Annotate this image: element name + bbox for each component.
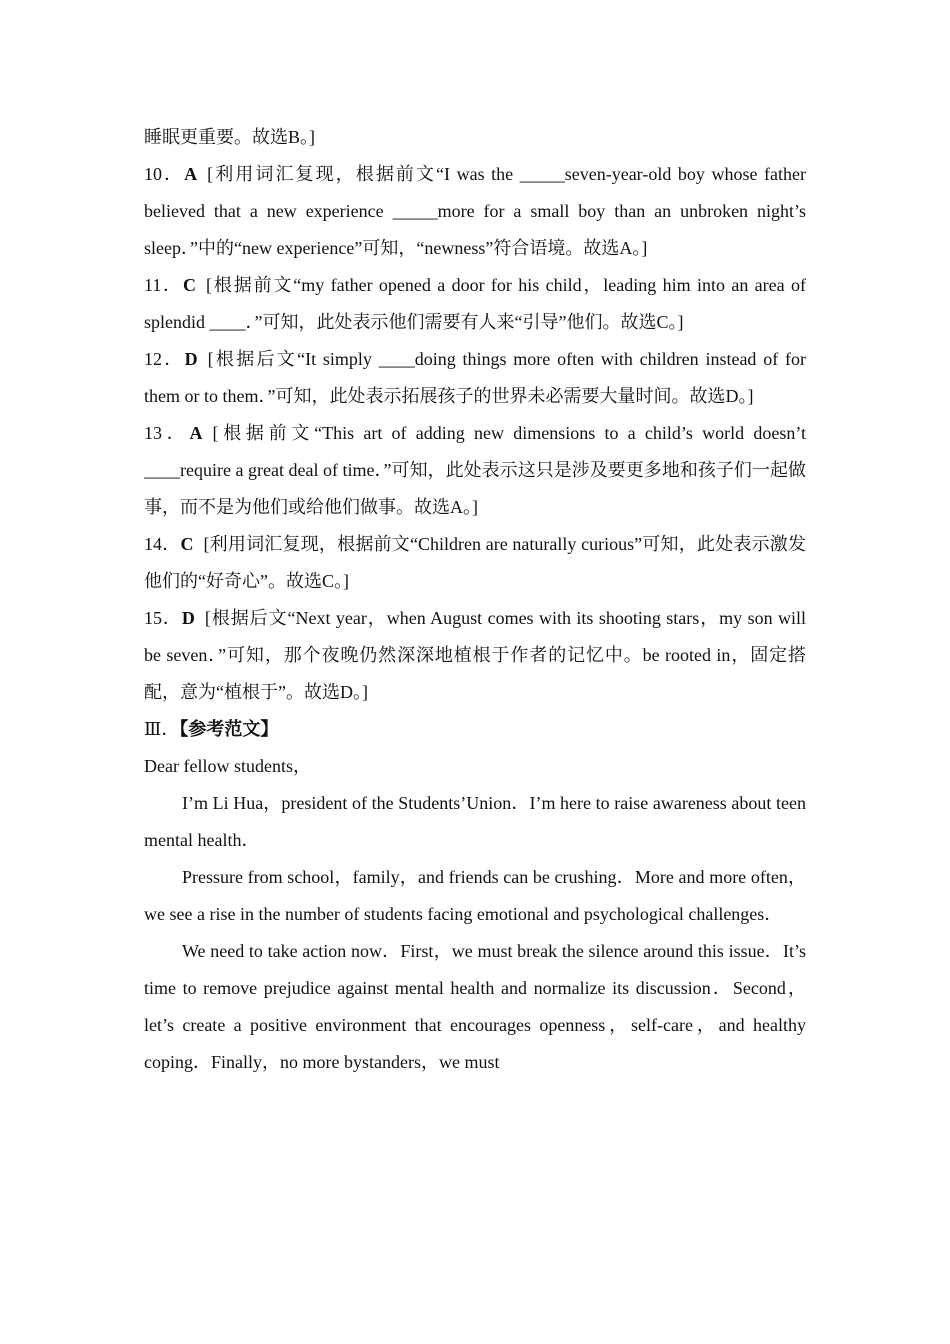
answer-number: 14． bbox=[144, 534, 181, 554]
section-heading bbox=[144, 711, 806, 748]
answer-letter: C bbox=[180, 534, 194, 554]
answer-letter: C bbox=[183, 275, 197, 295]
section-title: 【参考范文】 bbox=[179, 719, 279, 739]
answer-explanation: [根据后文“It simply ____doing things more often with children instead of for them or to them．”可知，此处表示拓展孩子的世界未必需要大量时间。故选D。] bbox=[144, 349, 807, 406]
section-numeral: Ⅲ． bbox=[144, 719, 180, 739]
answer-number: 11． bbox=[144, 275, 184, 295]
answer-explanation: [根据前文“my father opened a door for his child，leading him into an area of splendid ____．”可知，此处表示他们需要有人来“引导”他们。故选C。] bbox=[144, 275, 806, 332]
answer-letter: D bbox=[181, 608, 195, 628]
essay-paragraph: We need to take action now．First，we must break the silence around this issue．It’s time to remove prejudice against mental health and normalize its discussion．Second，let’s create a positive environment that encourages openness，self-care，and healthy coping．Finally，no more bystanders，we must bbox=[144, 941, 806, 1072]
answer-item bbox=[144, 600, 806, 711]
answer-letter: A bbox=[184, 164, 198, 184]
answer-explanation: [根据后文“Next year，when August comes with its shooting stars，my son will be seven．”可知，那个夜晚仍然深深地植根于作者的记忆中。be rooted in，固定搭配，意为“植根于”。故选D。] bbox=[144, 608, 806, 702]
answer-letter: A bbox=[189, 423, 203, 443]
essay-paragraph: Pressure from school，family，and friends can be crushing．More and more often，we see a rise in the number of students facing emotional and psychological challenges． bbox=[144, 867, 806, 924]
answer-explanation: [利用词汇复现，根据前文“I was the _____seven-year-old boy whose father believed that a new experience _____more for a small boy than an unbroken night’s sleep．”中的“new experience”可知，“newness”符合语境。故选A。] bbox=[144, 164, 806, 258]
answer-explanation: [利用词汇复现，根据前文“Children are naturally curious”可知，此处表示激发他们的“好奇心”。故选C。] bbox=[144, 534, 807, 591]
answer-number: 12． bbox=[144, 349, 185, 369]
answer-item bbox=[144, 526, 806, 600]
answer-explanation: [根据前文“This art of adding new dimensions to a child’s world doesn’t ____require a great deal of time．”可知，此处表示这只是涉及要更多地和孩子们一起做事，而不是为他们或给他们做事。故选A。] bbox=[144, 423, 807, 517]
document-page bbox=[144, 119, 806, 1081]
answer-item bbox=[144, 341, 806, 415]
answer-item bbox=[144, 415, 806, 526]
answer-item bbox=[144, 267, 806, 341]
answer-number: 10． bbox=[144, 164, 185, 184]
essay-paragraph: I’m Li Hua，president of the Students’Union．I’m here to raise awareness about teen mental health． bbox=[144, 793, 806, 850]
intro-line: 睡眠更重要。故选B。] bbox=[144, 127, 315, 147]
answer-letter: D bbox=[184, 349, 198, 369]
answer-number: 15． bbox=[144, 608, 182, 628]
answer-number: 13． bbox=[144, 423, 190, 443]
answer-item bbox=[144, 156, 806, 267]
essay-salutation: Dear fellow students， bbox=[144, 756, 311, 776]
